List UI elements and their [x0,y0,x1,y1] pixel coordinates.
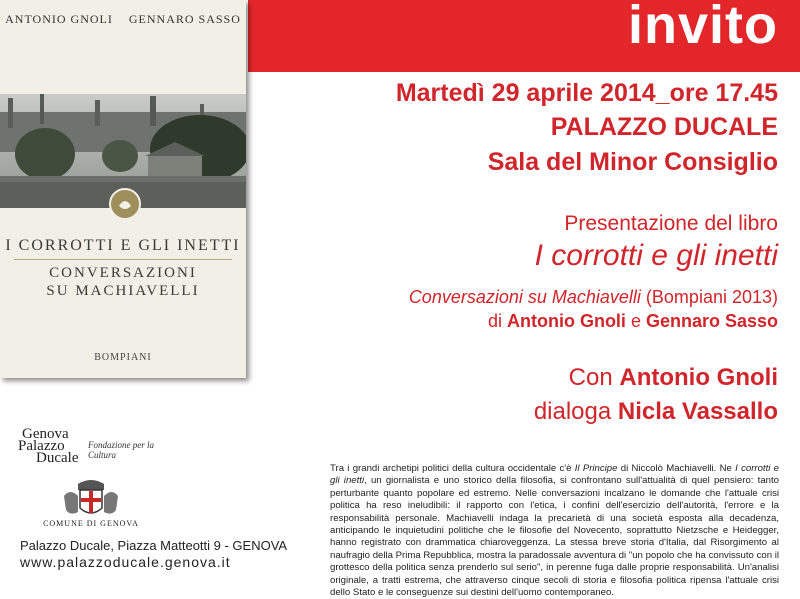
book-cover-emblem [109,188,141,220]
description-italic-1: Il Principe [574,463,618,474]
logo-palazzo: Palazzo [18,438,65,454]
description-italic-2: I corrotti e gli inetti [330,463,780,487]
logo-tagline: Fondazione per la Cultura [88,440,154,460]
author-1: Antonio Gnoli [506,311,626,331]
subtitle-italic: Conversazioni su Machiavelli [408,287,641,307]
description-part-3: , un giornalista e uno storico della filosofia, si confrontano sull'attualità di quel pensiero: tanto perturbante quanto popolare ed estremo. Nelle conversazioni incalzano le domande che l'attuale crisi politica ha reso ineludibili: il rapporto con l'etica, i confini dell'esercizio dell'autorità, l'errore e la responsabilità personale. Machiavelli indaga la precarietà di una società esposta alla decadenza, anticipando le inquietudini politiche che le filosofie del Novecento, soprattutto Nietzsche e Heidegger, hanno registrato con drammatica chiaroveggenza. La stessa breve storia d'Italia, dal Risorgimento al naufragio della Prima Repubblica, mostra la paradossale avventura di "un popolo che ha convissuto con il grottesco della politica senza prenderlo sul serio", in perenne fuga dalle proprie responsabilità. Un'analisi originale, a tratti estrema, che attraverso cinque secoli di storia e filosofia politica ripensa l'attuale crisi dello Stato e le conseguenze sui destini dell'uomo contemporaneo. [330,475,779,599]
book-cover-subtitle-line1: CONVERSAZIONI [49,265,197,281]
book-cover-title: I CORROTTI E GLI INETTI [5,237,241,254]
book-cover-publisher: BOMPIANI [94,352,152,363]
talk-with-name: Antonio Gnoli [619,364,778,391]
comune-genova-crest-icon [50,474,132,524]
talk-dialogue-prefix: dialoga [533,398,618,425]
venue-address: Palazzo Ducale, Piazza Matteotti 9 - GENOVA [20,538,288,553]
event-venue: PALAZZO DUCALE [550,113,778,141]
description-part-1: Tra i grandi archetipi politici della cultura occidentale c'è [330,463,575,474]
logo-genova: Genova [22,426,69,442]
talk-with [569,364,778,392]
presentation-subtitle [409,287,778,308]
header-banner [248,0,800,72]
event-date-time: Martedì 29 aprile 2014_ore 17.45 [395,79,778,107]
description-part-2: di Niccolò Machiavelli. Ne [617,463,736,474]
presentation-authors [488,311,778,332]
subtitle-publisher: (Bompiani 2013) [640,287,778,307]
book-cover-authors: ANTONIO GNOLI GENNARO SASSO [5,12,241,26]
talk-dialogue [534,398,778,426]
logo-ducale: Ducale [36,450,79,466]
talk-dialogue-name: Nicla Vassallo [617,398,778,425]
author-2: Gennaro Sasso [645,311,778,331]
book-cover-subtitle-line2: SU MACHIAVELLI [46,283,200,299]
book-cover [0,0,246,378]
comune-label: COMUNE DI GENOVA [43,519,139,528]
invite-title: invito [628,0,778,55]
talk-with-prefix: Con [568,364,620,391]
presentation-book-title: I corrotti e gli inetti [534,239,778,272]
authors-conjunction: e [625,311,646,331]
presentation-intro: Presentazione del libro [564,212,778,235]
authors-prefix: di [487,311,507,331]
website-link[interactable]: www.palazzoducale.genova.it [20,554,231,570]
palazzo-ducale-logo [18,426,168,466]
event-room: Sala del Minor Consiglio [487,148,778,176]
book-cover-divider [14,259,232,260]
